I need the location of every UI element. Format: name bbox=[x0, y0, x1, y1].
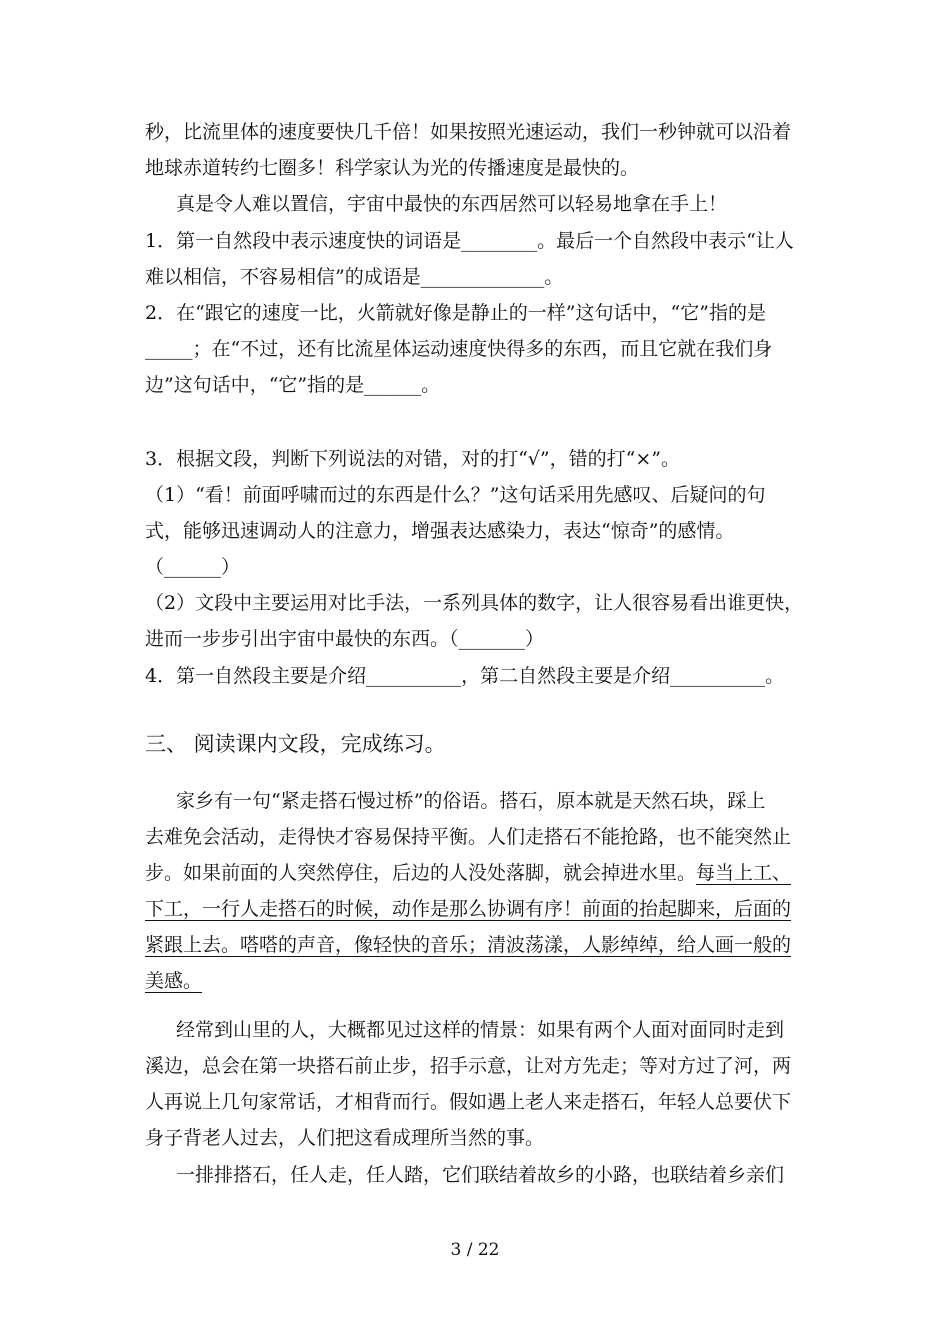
underlined-line bbox=[145, 894, 810, 924]
underlined-text: 紧跟上去。嗒嗒的声音，像轻快的音乐；清波荡漾，人影绰绰，给人画一般的 bbox=[145, 934, 792, 956]
question-3-item-1: 式，能够迅速调动人的注意力，增强表达感染力，表达“惊奇”的感情。 bbox=[145, 520, 735, 542]
question-3-item-2: （2）文段中主要运用对比手法，一系列具体的数字，让人很容易看出谁更快， bbox=[145, 592, 804, 614]
question-3-item-1: （1）“看！前面呼啸而过的东西是什么？”这句话采用先感叹、后疑问的句 bbox=[145, 484, 766, 506]
question-3: 3．根据文段，判断下列说法的对错，对的打“√”，错的打“×”。 bbox=[145, 448, 680, 470]
question-2: _____；在“不过，还有比流星体运动速度快得多的东西，而且它就在我们身 bbox=[145, 338, 773, 360]
section-heading: 三、 阅读课内文段，完成练习。 bbox=[145, 732, 446, 756]
passage-line: 地球赤道转约七圈多！科学家认为光的传播速度是最快的。 bbox=[145, 157, 640, 179]
question-3-item-2: 进而一步步引出宇宙中最快的东西。（_______） bbox=[145, 628, 545, 650]
question-4: 4．第一自然段主要是介绍__________，第二自然段主要是介绍__________。 bbox=[145, 665, 785, 687]
question-2: 边”这句话中，“它”指的是______。 bbox=[145, 374, 441, 396]
underlined-text: 每当上工、 bbox=[696, 862, 792, 884]
paragraph-line: 一排排搭石，任人走，任人踏，它们联结着故乡的小路，也联结着乡亲们 bbox=[176, 1164, 785, 1186]
paragraph-line: 溪边，总会在第一块搭石前止步，招手示意，让对方先走；等对方过了河，两 bbox=[145, 1055, 792, 1077]
passage-line: 真是令人难以置信，宇宙中最快的东西居然可以轻易地拿在手上！ bbox=[176, 193, 728, 215]
paragraph-line bbox=[145, 858, 810, 888]
paragraph-line: 身子背老人过去，人们把这看成理所当然的事。 bbox=[145, 1127, 545, 1149]
question-2: 2．在“跟它的速度一比，火箭就好像是静止的一样”这句话中，“它”指的是 bbox=[145, 302, 766, 324]
question-1: 1．第一自然段中表示速度快的词语是________。最后一个自然段中表示“让人 bbox=[145, 230, 794, 252]
underlined-text: 下工，一行人走搭石的时候，动作是那么协调有序！前面的抬起脚来，后面的 bbox=[145, 898, 792, 920]
question-1: 难以相信，不容易相信”的成语是_____________。 bbox=[145, 266, 564, 288]
plain-text: 步。如果前面的人突然停住，后边的人没处落脚，就会掉进水里。 bbox=[145, 862, 697, 884]
paragraph-line: 家乡有一句“紧走搭石慢过桥”的俗语。搭石，原本就是天然石块，踩上 bbox=[176, 790, 766, 812]
paragraph-line: 经常到山里的人，大概都见过这样的情景：如果有两个人面对面同时走到 bbox=[176, 1019, 785, 1041]
paragraph-line: 人再说上几句家常话，才相背而行。假如遇上老人来走搭石，年轻人总要伏下 bbox=[145, 1091, 792, 1113]
question-3-item-1-answer: （______） bbox=[145, 556, 241, 578]
passage-line: 秒，比流里体的速度要快几千倍！如果按照光速运动，我们一秒钟就可以沿着 bbox=[145, 121, 792, 143]
page-number: 3 / 22 bbox=[450, 1240, 500, 1260]
paragraph-line: 去难免会活动，走得快才容易保持平衡。人们走搭石不能抢路，也不能突然止 bbox=[145, 826, 792, 848]
underlined-line bbox=[145, 966, 810, 996]
underlined-text: 美感。 bbox=[145, 970, 203, 992]
underlined-line bbox=[145, 930, 810, 960]
